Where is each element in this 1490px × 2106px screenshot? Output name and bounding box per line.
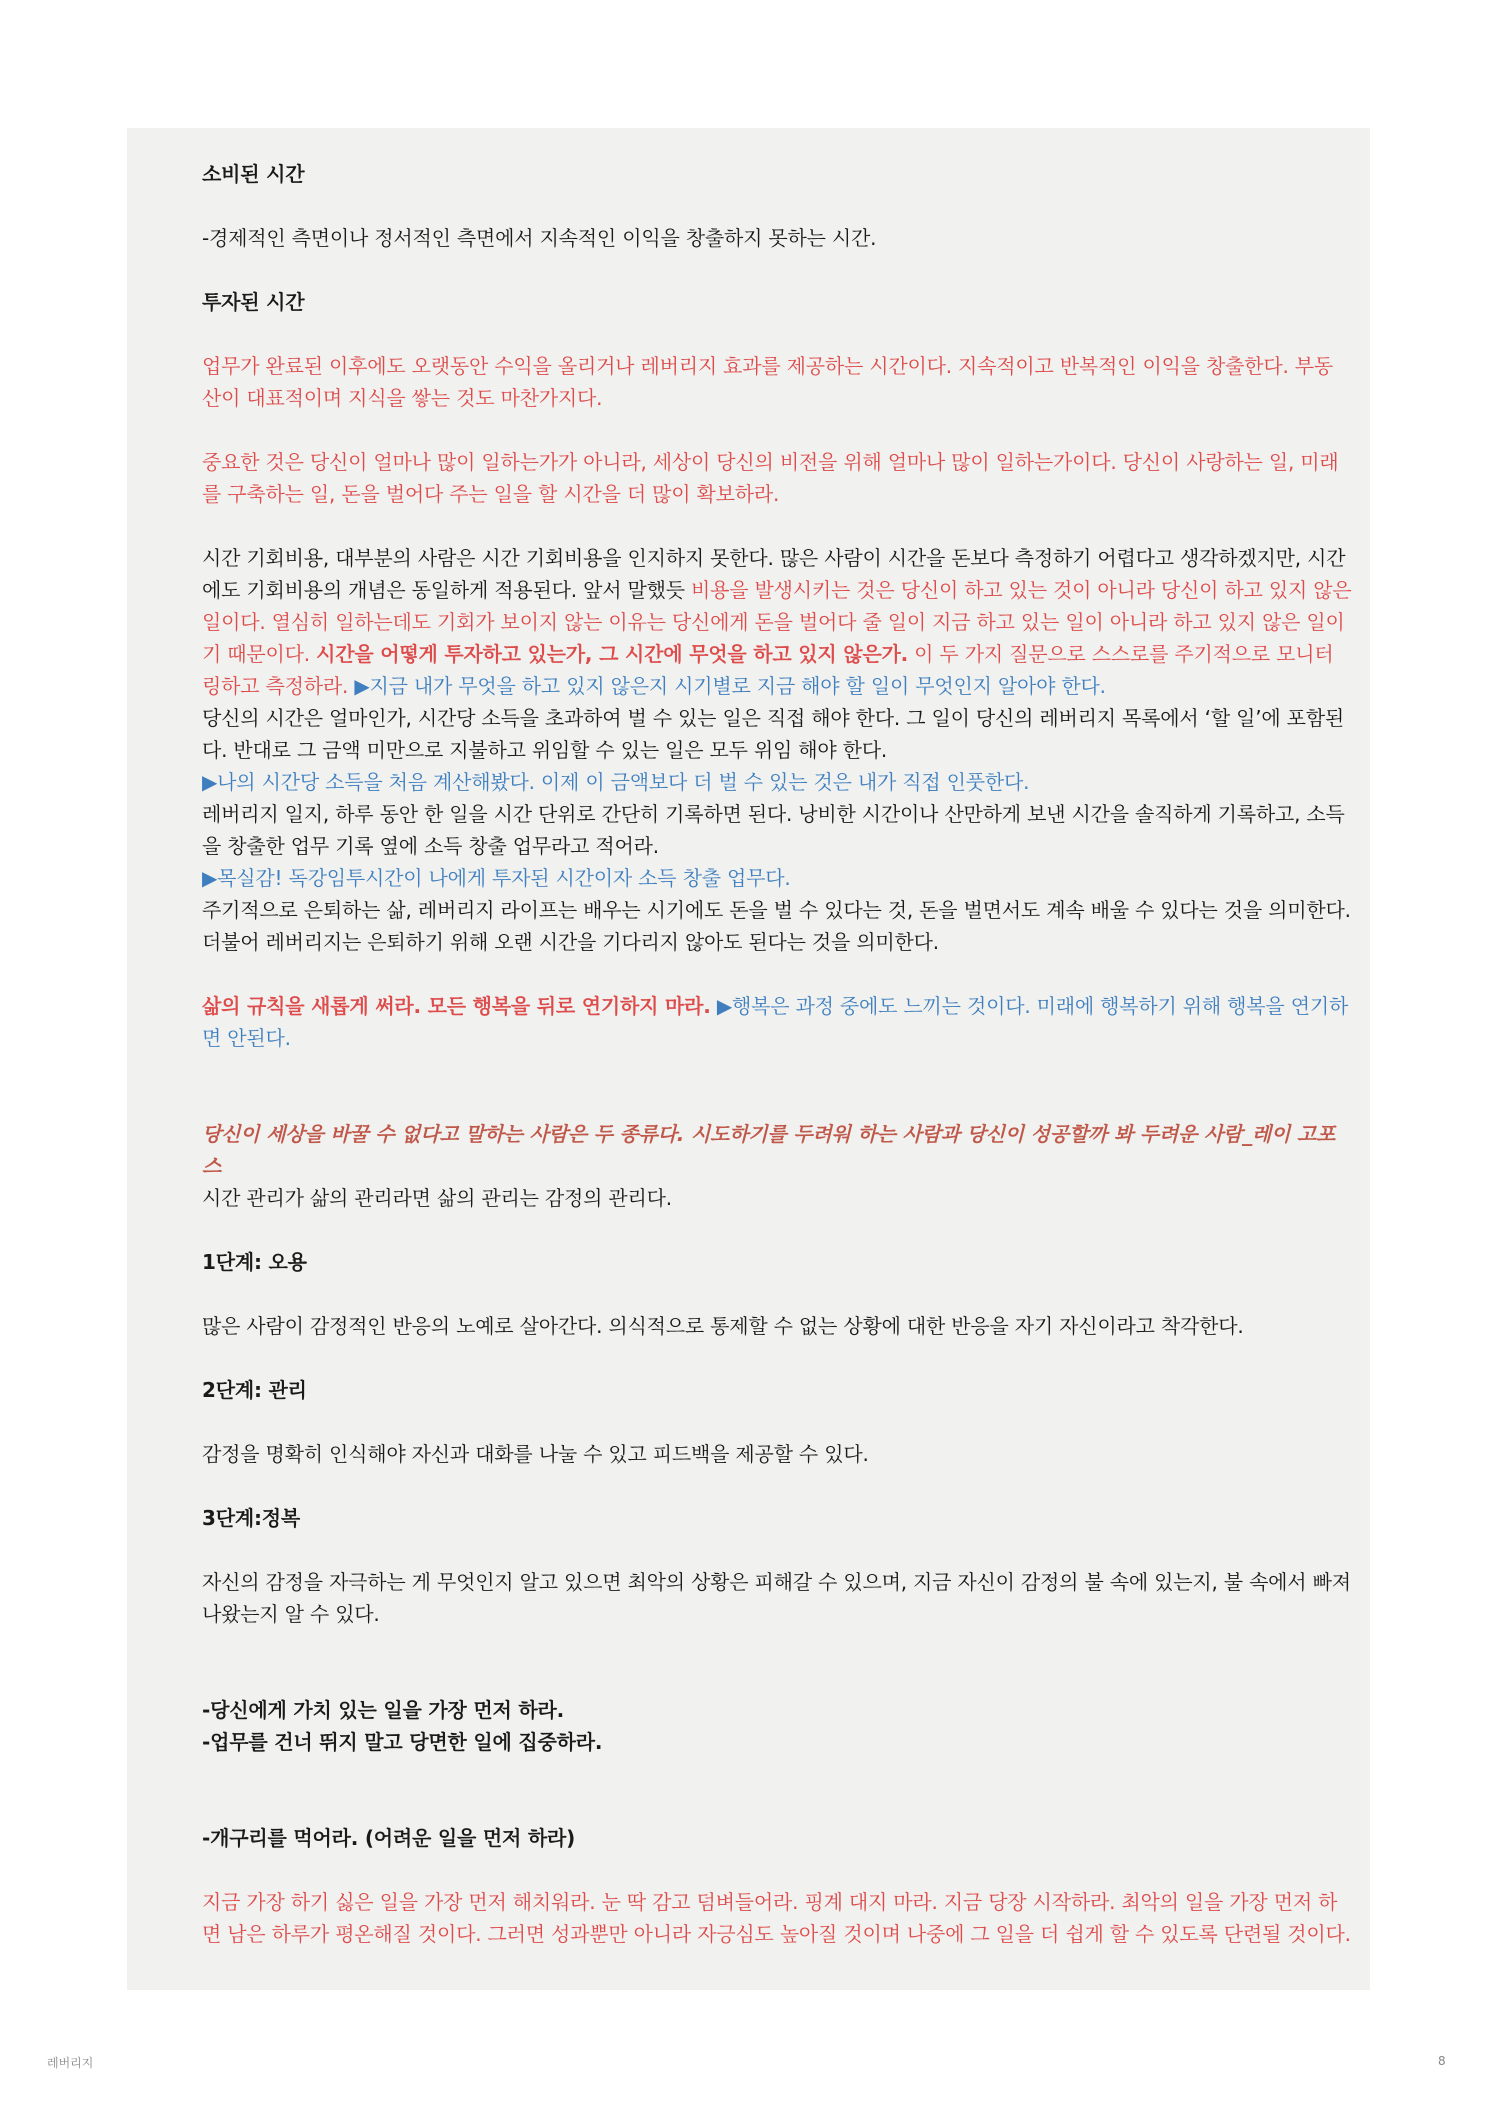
bullet-value-first: -당신에게 가치 있는 일을 가장 먼저 하라. bbox=[202, 1698, 564, 1722]
paragraph-stage-3: 자신의 감정을 자극하는 게 무엇인지 알고 있으면 최악의 상황은 피해갈 수 있으며, 지금 자신이 감정의 불 속에 있는지, 불 속에서 빠져나왔는지 알 수 있다. bbox=[202, 1570, 1351, 1626]
heading-stage-1: 1단계: 오용 bbox=[202, 1250, 307, 1274]
opportunity-cost-note: ▶지금 내가 무엇을 하고 있지 않은지 시기별로 지금 해야 할 일이 무엇인지 알아야 한다. bbox=[354, 674, 1106, 698]
paragraph-hourly-rate: 당신의 시간은 얼마인가, 시간당 소득을 초과하여 벌 수 있는 일은 직접 해야 한다. 그 일이 당신의 레버리지 목록에서 ‘할 일’에 포함된다. 반대로 그 금액 미만으로 지불하고 위임할 수 있는 일은 모두 위임 해야 한다. bbox=[202, 706, 1345, 762]
footer-book-title: 레버리지 bbox=[47, 2056, 94, 2070]
paragraph-eat-the-frog: 지금 가장 하기 싫은 일을 가장 먼저 해치워라. 눈 딱 감고 덤벼들어라. 핑계 대지 마라. 지금 당장 시작하라. 최악의 일을 가장 먼저 하면 남은 하루가 평온해질 것이다. 그러면 성과뿐만 아니라 자긍심도 높아질 것이며 나중에 그 일을 더 쉽게 할 수 있도록 단련될 것이다. bbox=[202, 1890, 1351, 1946]
opportunity-cost-monitor: 이 두 가지 질문으로 스스로를 주기적으로 모니터링하고 측정하라. bbox=[202, 642, 1334, 698]
paragraph-stage-2: 감정을 명확히 인식해야 자신과 대화를 나눌 수 있고 피드백을 제공할 수 있다. bbox=[202, 1442, 869, 1466]
paragraph-leverage-journal: 레버리지 일지, 하루 동안 한 일을 시간 단위로 간단히 기록하면 된다. 낭비한 시간이나 산만하게 보낸 시간을 솔직하게 기록하고, 소득을 창출한 업무 기록 옆에 소득 창출 업무라고 적어라. bbox=[202, 802, 1345, 858]
bullet-focus: -업무를 건너 뛰지 말고 당면한 일에 집중하라. bbox=[202, 1730, 603, 1754]
heading-stage-3: 3단계:정복 bbox=[202, 1506, 300, 1530]
opportunity-cost-question: 시간을 어떻게 투자하고 있는가, 그 시간에 무엇을 하고 있지 않은가. bbox=[316, 642, 908, 666]
opportunity-cost-highlight: 비용을 발생시키는 것은 당신이 하고 있는 것이 아니라 당신이 하고 있지 않은 일이다. 열심히 일하는데도 기회가 보이지 않는 이유는 당신에게 돈을 벌어다 줄 일이 지금 하고 있는 일이 아니라 하고 있지 않은 일이기 때문이다. bbox=[202, 578, 1352, 666]
paragraph-periodic-retirement: 주기적으로 은퇴하는 삶, 레버리지 라이프는 배우는 시기에도 돈을 벌 수 있다는 것, 돈을 벌면서도 계속 배울 수 있다는 것을 의미한다. 더불어 레버리지는 은퇴하기 위해 오랜 시간을 기다리지 않아도 된다는 것을 의미한다. bbox=[202, 898, 1351, 954]
paragraph-invested-definition: 업무가 완료된 이후에도 오랫동안 수익을 올리거나 레버리지 효과를 제공하는 시간이다. 지속적이고 반복적인 이익을 창출한다. 부동산이 대표적이며 지식을 쌓는 것도 마찬가지다. bbox=[202, 354, 1333, 410]
bullet-eat-the-frog: -개구리를 먹어라. (어려운 일을 먼저 하라) bbox=[202, 1826, 576, 1850]
paragraph-emotion-management: 시간 관리가 삶의 관리라면 삶의 관리는 감정의 관리다. bbox=[202, 1186, 672, 1210]
paragraph-stage-1: 많은 사람이 감정적인 반응의 노예로 살아간다. 의식적으로 통제할 수 없는 상황에 대한 반응을 자기 자신이라고 착각한다. bbox=[202, 1314, 1244, 1338]
paragraph-vision: 중요한 것은 당신이 얼마나 많이 일하는가가 아니라, 세상이 당신의 비전을 위해 얼마나 많이 일하는가이다. 당신이 사랑하는 일, 미래를 구축하는 일, 돈을 벌어다 주는 일을 할 시간을 더 많이 확보하라. bbox=[202, 450, 1339, 506]
document-body bbox=[202, 158, 1352, 1950]
paragraph-consumed-definition: -경제적인 측면이나 정서적인 측면에서 지속적인 이익을 창출하지 못하는 시간. bbox=[202, 226, 877, 250]
heading-invested-time: 투자된 시간 bbox=[202, 290, 305, 314]
note-hourly-rate: ▶나의 시간당 소득을 처음 계산해봤다. 이제 이 금액보다 더 벌 수 있는 것은 내가 직접 인풋한다. bbox=[202, 770, 1030, 794]
paragraph-opportunity-cost bbox=[202, 542, 1352, 702]
paragraph-life-rules bbox=[202, 990, 1352, 1054]
life-rules-note: ▶행복은 과정 중에도 느끼는 것이다. 미래에 행복하기 위해 행복을 연기하면 안된다. bbox=[202, 994, 1349, 1050]
footer-page-number: 8 bbox=[1438, 2054, 1446, 2068]
quote-ray-gorpos: 당신이 세상을 바꿀 수 없다고 말하는 사람은 두 종류다. 시도하기를 두려워 하는 사람과 당신이 성공할까 봐 두려운 사람_레이 고포스 bbox=[202, 1122, 1336, 1178]
heading-consumed-time: 소비된 시간 bbox=[202, 162, 305, 186]
note-journal: ▶목실감! 독강임투시간이 나에게 투자된 시간이자 소득 창출 업무다. bbox=[202, 866, 791, 890]
heading-stage-2: 2단계: 관리 bbox=[202, 1378, 307, 1402]
life-rules-title: 삶의 규칙을 새롭게 써라. 모든 행복을 뒤로 연기하지 마라. bbox=[202, 994, 711, 1018]
opportunity-cost-intro: 시간 기회비용, 대부분의 사람은 시간 기회비용을 인지하지 못한다. 많은 사람이 시간을 돈보다 측정하기 어렵다고 생각하겠지만, 시간에도 기회비용의 개념은 동일하게 적용된다. 앞서 말했듯 bbox=[202, 546, 1346, 602]
